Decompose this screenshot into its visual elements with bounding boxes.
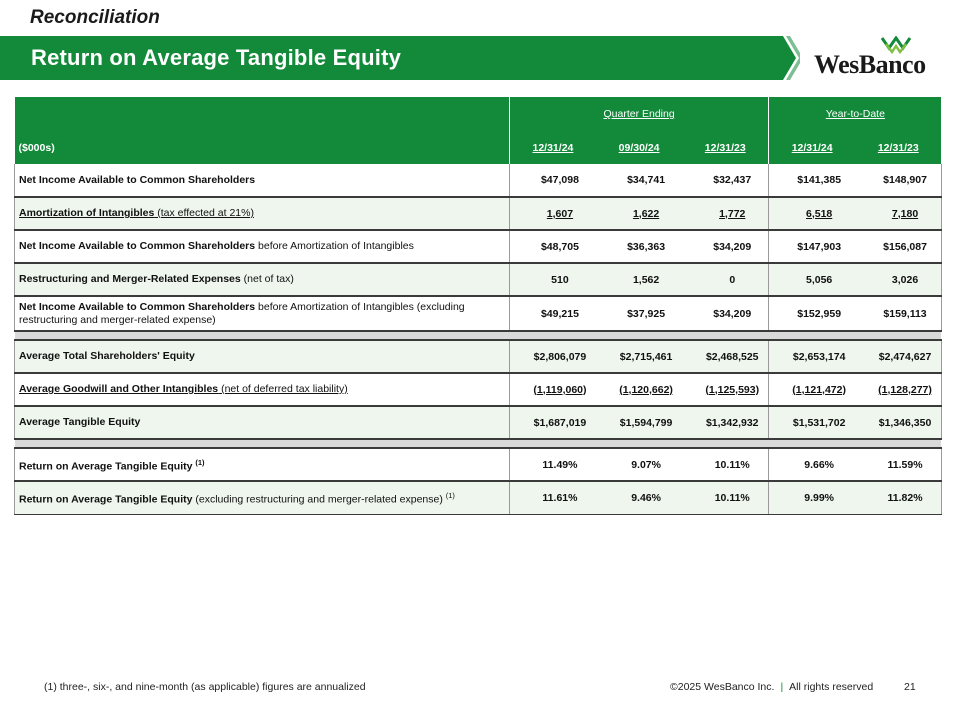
table-cell: $156,087 — [855, 230, 941, 263]
table-row — [15, 373, 942, 406]
row-label: Average Total Shareholders' Equity — [15, 340, 510, 373]
table-cell: 10.11% — [682, 448, 768, 481]
units-label: ($000s) — [15, 131, 510, 164]
table-cell: 5,056 — [769, 263, 855, 296]
table-cell: (1,121,472) — [769, 373, 855, 406]
reconciliation-table-wrapper — [14, 97, 941, 515]
wesbanco-logo — [814, 36, 929, 80]
table-cell: 9.07% — [596, 448, 682, 481]
divider-pipe: | — [780, 681, 784, 693]
table-cell: (1,128,277) — [855, 373, 941, 406]
table-cell: $152,959 — [769, 296, 855, 331]
footnote: (1) three-, six-, and nine-month (as applicable) figures are annualized — [44, 681, 366, 693]
row-label: Net Income Available to Common Shareholders before Amortization of Intangibles (excluding restructuring and merger-related expense) — [15, 296, 510, 331]
table-cell: $141,385 — [769, 164, 855, 197]
table-cell: (1,120,662) — [596, 373, 682, 406]
table-cell: $2,715,461 — [596, 340, 682, 373]
row-label: Net Income Available to Common Shareholders — [15, 164, 510, 197]
table-cell: 1,772 — [682, 197, 768, 230]
table-cell: (1,125,593) — [682, 373, 768, 406]
row-label: Return on Average Tangible Equity $^{(1)}$ — [15, 448, 510, 481]
table-cell: 1,562 — [596, 263, 682, 296]
table-cell: 11.49% — [510, 448, 596, 481]
table-cell: 510 — [510, 263, 596, 296]
table-cell: (1,119,060) — [510, 373, 596, 406]
table-row — [15, 164, 942, 197]
column-header: 12/31/24 — [510, 131, 596, 164]
table-cell: $47,098 — [510, 164, 596, 197]
year-to-date-header: Year-to-Date — [769, 97, 942, 131]
table-cell: $2,653,174 — [769, 340, 855, 373]
logo-wordmark: WesBanco — [814, 50, 926, 79]
table-cell: 9.99% — [769, 481, 855, 514]
row-label: Restructuring and Merger-Related Expenses (net of tax) — [15, 263, 510, 296]
column-header-row — [15, 131, 942, 164]
row-label: Amortization of Intangibles (tax effected at 21%) — [15, 197, 510, 230]
table-cell: 11.82% — [855, 481, 941, 514]
table-row — [15, 197, 942, 230]
table-cell: $36,363 — [596, 230, 682, 263]
table-cell: 11.61% — [510, 481, 596, 514]
table-cell: $34,741 — [627, 174, 666, 186]
row-label: Return on Average Tangible Equity (excluding restructuring and merger-related expense) $^{(1)}$ — [15, 481, 510, 514]
table-cell: $147,903 — [769, 230, 855, 263]
table-cell: 6,518 — [769, 197, 855, 230]
table-cell: 0 — [682, 263, 768, 296]
table-cell: 9.66% — [769, 448, 855, 481]
section-divider — [15, 331, 942, 340]
table-row — [15, 230, 942, 263]
table-cell: $1,342,932 — [682, 406, 768, 439]
table-cell: 9.46% — [596, 481, 682, 514]
table-row — [15, 340, 942, 373]
reconciliation-table — [14, 97, 942, 515]
table-cell: $1,531,702 — [769, 406, 855, 439]
row-label: Average Tangible Equity — [15, 406, 510, 439]
table-cell: $2,806,079 — [510, 340, 596, 373]
group-header-row — [15, 97, 942, 131]
column-header: 09/30/24 — [596, 131, 682, 164]
table-cell: $148,907 — [855, 164, 941, 197]
column-header: 12/31/24 — [769, 131, 855, 164]
header-blank — [15, 97, 510, 131]
table-cell: 1,607 — [510, 197, 596, 230]
table-cell: $32,437 — [713, 174, 752, 186]
table-cell: $34,209 — [682, 230, 768, 263]
row-label: Net Income Available to Common Shareholders before Amortization of Intangibles — [15, 230, 510, 263]
table-row — [15, 406, 942, 439]
table-cell: $34,209 — [682, 296, 768, 331]
table-cell: $48,705 — [510, 230, 596, 263]
table-row — [15, 296, 942, 331]
column-header: 12/31/23 — [855, 131, 941, 164]
table-cell: 11.59% — [855, 448, 941, 481]
row-label: Average Goodwill and Other Intangibles (net of deferred tax liability) — [15, 373, 510, 406]
table-row — [15, 448, 942, 481]
table-cell: $37,925 — [596, 296, 682, 331]
table-cell: 1,622 — [596, 197, 682, 230]
table-cell: 7,180 — [855, 197, 941, 230]
slide-title: Return on Average Tangible Equity — [31, 45, 402, 70]
table-cell: $2,468,525 — [682, 340, 768, 373]
table-cell: $49,215 — [510, 296, 596, 331]
section-divider — [15, 439, 942, 448]
table-cell: 10.11% — [682, 481, 768, 514]
table-cell: $1,687,019 — [510, 406, 596, 439]
table-row — [15, 481, 942, 514]
column-header: 12/31/23 — [682, 131, 768, 164]
quarter-ending-header: Quarter Ending — [510, 97, 769, 131]
table-cell: $1,346,350 — [855, 406, 941, 439]
copyright-notice: ©2025 WesBanco Inc. | All rights reserved — [670, 681, 874, 693]
table-cell: 3,026 — [855, 263, 941, 296]
table-cell: $2,474,627 — [855, 340, 941, 373]
table-cell: $1,594,799 — [596, 406, 682, 439]
section-kicker: Reconciliation — [30, 7, 160, 28]
table-row — [15, 263, 942, 296]
table-cell: $159,113 — [855, 296, 941, 331]
page-number: 21 — [904, 681, 916, 693]
